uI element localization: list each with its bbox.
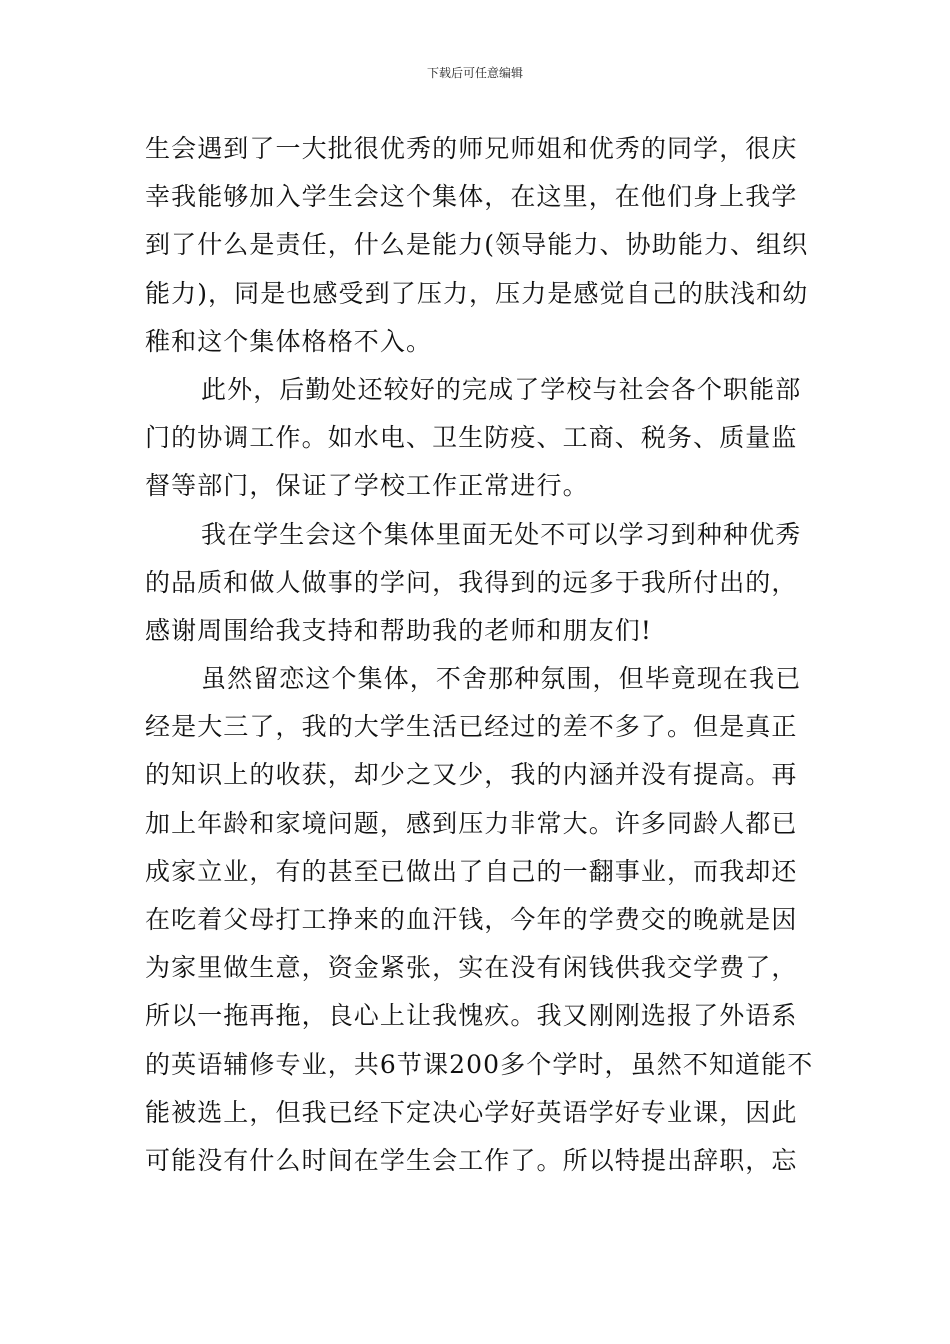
document-body — [145, 130, 814, 1190]
text-line: 的品质和做人做事的学问，我得到的远多于我所付出的， — [145, 567, 798, 597]
text-line: 的英语辅修专业，共6节课200多个学时，虽然不知道能不 — [145, 1049, 814, 1079]
text-line: 能被选上，但我已经下定决心学好英语学好专业课，因此 — [145, 1097, 798, 1127]
text-line: 加上年龄和家境问题，感到压力非常大。许多同龄人都已 — [145, 808, 798, 838]
text-line: 督等部门，保证了学校工作正常进行。 — [145, 471, 589, 501]
text-line: 稚和这个集体格格不入。 — [145, 326, 433, 356]
text-line: 能力)，同是也感受到了压力，压力是感觉自己的肤浅和幼 — [145, 278, 809, 308]
paragraph-first-line: 此外，后勤处还较好的完成了学校与社会各个职能部 — [201, 374, 802, 404]
text-line: 成家立业，有的甚至已做出了自己的一翻事业，而我却还 — [145, 856, 798, 886]
text-line: 生会遇到了一大批很优秀的师兄师姐和优秀的同学，很庆 — [145, 134, 798, 163]
text-line: 感谢周围给我支持和帮助我的老师和朋友们! — [145, 615, 653, 645]
page-header-note: 下载后可任意编辑 — [426, 66, 523, 80]
text-line: 在吃着父母打工挣来的血汗钱，今年的学费交的晚就是因 — [145, 905, 798, 934]
text-line: 幸我能够加入学生会这个集体，在这里，在他们身上我学 — [145, 182, 798, 212]
text-line: 所以一拖再拖，良心上让我愧疚。我又刚刚选报了外语系 — [145, 1001, 798, 1031]
text-line: 的知识上的收获，却少之又少，我的内涵并没有提高。再 — [145, 760, 798, 790]
paragraph-first-line: 虽然留恋这个集体，不舍那种氛围，但毕竟现在我已 — [201, 664, 802, 694]
text-line: 门的协调工作。如水电、卫生防疫、工商、税务、质量监 — [145, 423, 798, 453]
text-line: 经是大三了，我的大学生活已经过的差不多了。但是真正 — [145, 712, 798, 742]
text-line: 为家里做生意，资金紧张，实在没有闲钱供我交学费了， — [145, 953, 798, 983]
text-line: 可能没有什么时间在学生会工作了。所以特提出辞职，忘 — [145, 1145, 798, 1175]
paragraph-first-line: 我在学生会这个集体里面无处不可以学习到种种优秀 — [201, 519, 802, 549]
text-line: 到了什么是责任，什么是能力(领导能力、协助能力、组织 — [145, 230, 809, 260]
